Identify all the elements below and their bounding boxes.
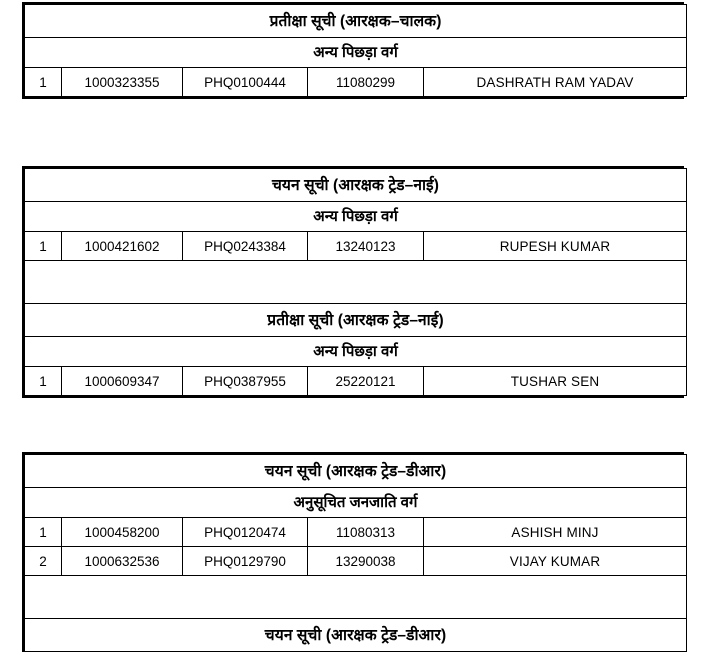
list-block — [22, 2, 684, 99]
category-cell — [25, 202, 687, 232]
merit-list-table — [24, 4, 687, 97]
merit-list-table — [24, 168, 687, 396]
cell-serial-number: 1 — [25, 367, 62, 396]
cell-application-no: 1000609347 — [62, 367, 183, 396]
cell-candidate-name: VIJAY KUMAR — [424, 547, 687, 576]
list-title-text: प्रतीक्षा सूची (आरक्षक–चालक) — [269, 12, 442, 30]
spacer-cell — [25, 261, 687, 304]
cell-phq-no: PHQ0120474 — [183, 518, 308, 547]
cell-application-no: 1000458200 — [62, 518, 183, 547]
list-title-text: चयन सूची (आरक्षक ट्रेड–नाई) — [271, 176, 440, 194]
category-row — [25, 38, 687, 68]
list-block — [22, 452, 684, 652]
table-row — [25, 518, 687, 547]
list-title-cell — [25, 169, 687, 202]
merit-list-table — [24, 454, 687, 652]
category-cell — [25, 337, 687, 367]
cell-reference-no: 25220121 — [308, 367, 424, 396]
cell-reference-no: 11080313 — [308, 518, 424, 547]
cell-application-no: 1000632536 — [62, 547, 183, 576]
category-text: अनुसूचित जनजाति वर्ग — [293, 494, 418, 512]
category-text: अन्य पिछड़ा वर्ग — [313, 44, 398, 62]
cell-reference-no: 11080299 — [308, 68, 424, 97]
cell-candidate-name: TUSHAR SEN — [424, 367, 687, 396]
list-title-row — [25, 619, 687, 652]
cell-serial-number: 1 — [25, 232, 62, 261]
list-title-cell — [25, 304, 687, 337]
list-title-row — [25, 304, 687, 337]
table-row — [25, 68, 687, 97]
category-row — [25, 202, 687, 232]
list-title-cell — [25, 619, 687, 652]
cell-phq-no: PHQ0387955 — [183, 367, 308, 396]
table-row — [25, 367, 687, 396]
table-row — [25, 232, 687, 261]
list-title-text: चयन सूची (आरक्षक ट्रेड–डीआर) — [264, 462, 447, 480]
category-row — [25, 337, 687, 367]
category-cell — [25, 488, 687, 518]
category-text: अन्य पिछड़ा वर्ग — [313, 208, 398, 226]
cell-application-no: 1000421602 — [62, 232, 183, 261]
list-title-text: चयन सूची (आरक्षक ट्रेड–डीआर) — [264, 626, 447, 644]
cell-reference-no: 13240123 — [308, 232, 424, 261]
list-title-row — [25, 169, 687, 202]
cell-serial-number: 1 — [25, 68, 62, 97]
cell-application-no: 1000323355 — [62, 68, 183, 97]
category-row — [25, 488, 687, 518]
cell-candidate-name: ASHISH MINJ — [424, 518, 687, 547]
list-title-cell — [25, 5, 687, 38]
list-title-cell — [25, 455, 687, 488]
list-title-text: प्रतीक्षा सूची (आरक्षक ट्रेड–नाई) — [267, 311, 444, 329]
cell-phq-no: PHQ0100444 — [183, 68, 308, 97]
cell-reference-no: 13290038 — [308, 547, 424, 576]
cell-candidate-name: DASHRATH RAM YADAV — [424, 68, 687, 97]
cell-serial-number: 1 — [25, 518, 62, 547]
spacer-row — [25, 261, 687, 304]
cell-phq-no: PHQ0129790 — [183, 547, 308, 576]
list-block — [22, 166, 684, 398]
list-title-row — [25, 455, 687, 488]
list-title-row — [25, 5, 687, 38]
category-text: अन्य पिछड़ा वर्ग — [313, 343, 398, 361]
spacer-row — [25, 576, 687, 619]
table-row — [25, 547, 687, 576]
spacer-cell — [25, 576, 687, 619]
cell-candidate-name: RUPESH KUMAR — [424, 232, 687, 261]
category-cell — [25, 38, 687, 68]
cell-phq-no: PHQ0243384 — [183, 232, 308, 261]
cell-serial-number: 2 — [25, 547, 62, 576]
